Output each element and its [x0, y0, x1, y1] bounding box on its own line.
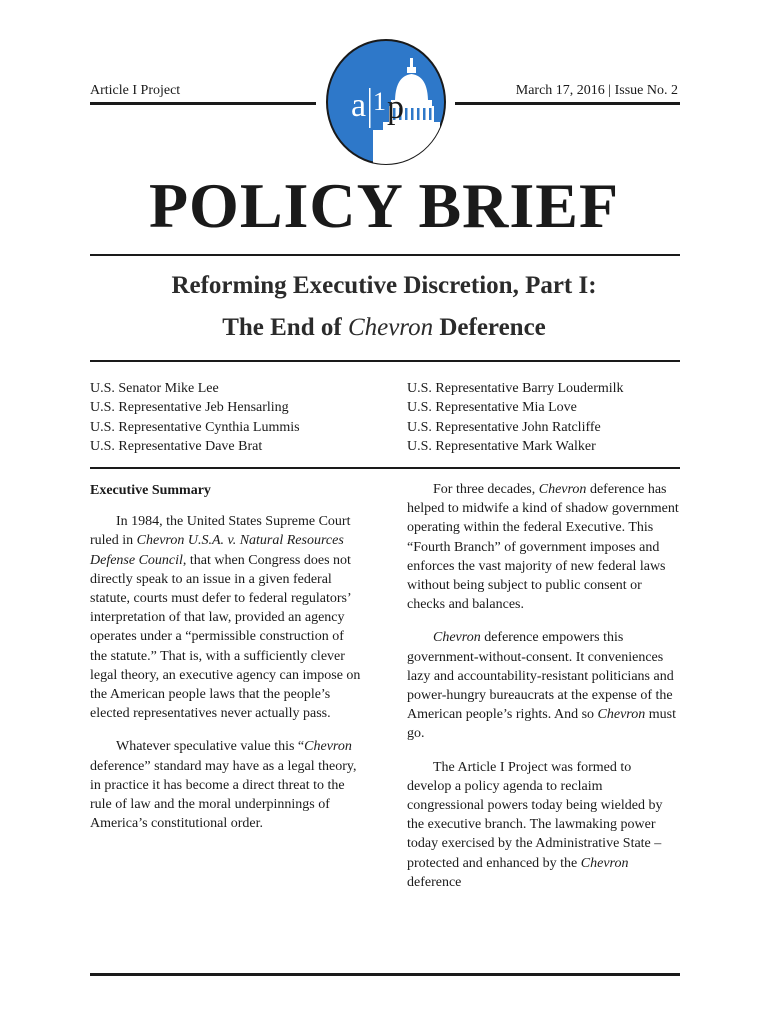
member-name: U.S. Representative Mark Walker: [407, 438, 596, 454]
column-right: [407, 480, 679, 906]
member-name: U.S. Senator Mike Lee: [90, 381, 219, 396]
member-name: U.S. Representative John Ratcliffe: [407, 419, 601, 435]
paragraph: Chevron deference empowers this government-without-consent. It conveniences lazy and accountability-resistant politicians and power-hungry bureaucrats at the expense of the American people’s rights. And so Chevron must go.: [407, 630, 676, 742]
org-name: Article I Project: [90, 83, 181, 98]
paragraph: For three decades, Chevron deference has helped to midwife a kind of shadow government operating within the federal Executive. This “Fourth Branch” of government imposes and enforces the vast majority of new federal laws without being subject to public consent or checks and balances.: [407, 482, 679, 613]
paragraph: In 1984, the United States Supreme Court ruled in Chevron U.S.A. v. Natural Resources Defense Council, that when Congress does not directly speak to an issue in a given federal statute, courts must defer to federal regulators’ interpretation of that law, provided an agency operates under a “permissible construction of the statute.” That is, with a sufficiently clever legal theory, an executive agency can impose on the American people laws that the people’s elected representatives never actually pass.: [90, 514, 361, 722]
subtitle-line-2: The End of Chevron Deference: [222, 314, 546, 341]
member-name: U.S. Representative Dave Brat: [90, 438, 263, 454]
svg-text:1: 1: [373, 87, 386, 116]
paragraph: The Article I Project was formed to develop a policy agenda to reclaim congressional powers today being wielded by the executive branch. The lawmaking power today exercised by the Administrative State – protected and enhanced by the Chevron deference: [407, 759, 663, 890]
member-name: U.S. Representative Cynthia Lummis: [90, 419, 300, 435]
title-rule: [90, 254, 680, 256]
column-left: [90, 480, 362, 847]
a1p-logo: [325, 38, 447, 166]
capitol-dome-icon: [325, 38, 447, 166]
header-rule-left: [90, 102, 316, 105]
member-name: U.S. Representative Mia Love: [407, 400, 577, 416]
members-rule: [90, 467, 680, 469]
footer-rule: [90, 973, 680, 976]
member-name: U.S. Representative Barry Loudermilk: [407, 381, 624, 396]
page-title: POLICY BRIEF: [148, 170, 620, 241]
svg-text:a: a: [351, 87, 367, 124]
section-heading: Executive Summary: [90, 483, 211, 498]
subtitle-rule: [90, 360, 680, 362]
subtitle-line-1: Reforming Executive Discretion, Part I:: [171, 272, 597, 299]
member-name: U.S. Representative Jeb Hensarling: [90, 400, 289, 416]
header-rule-right: [455, 102, 680, 105]
members-left: [90, 379, 300, 456]
paragraph: Whatever speculative value this “Chevron deference” standard may have as a legal theory, in practice it has become a direct threat to the rule of law and the moral underpinnings of America’s constitutional order.: [90, 739, 357, 832]
svg-text:p: p: [387, 89, 404, 126]
members-right: [407, 379, 624, 456]
date-issue: March 17, 2016 | Issue No. 2: [515, 83, 678, 98]
